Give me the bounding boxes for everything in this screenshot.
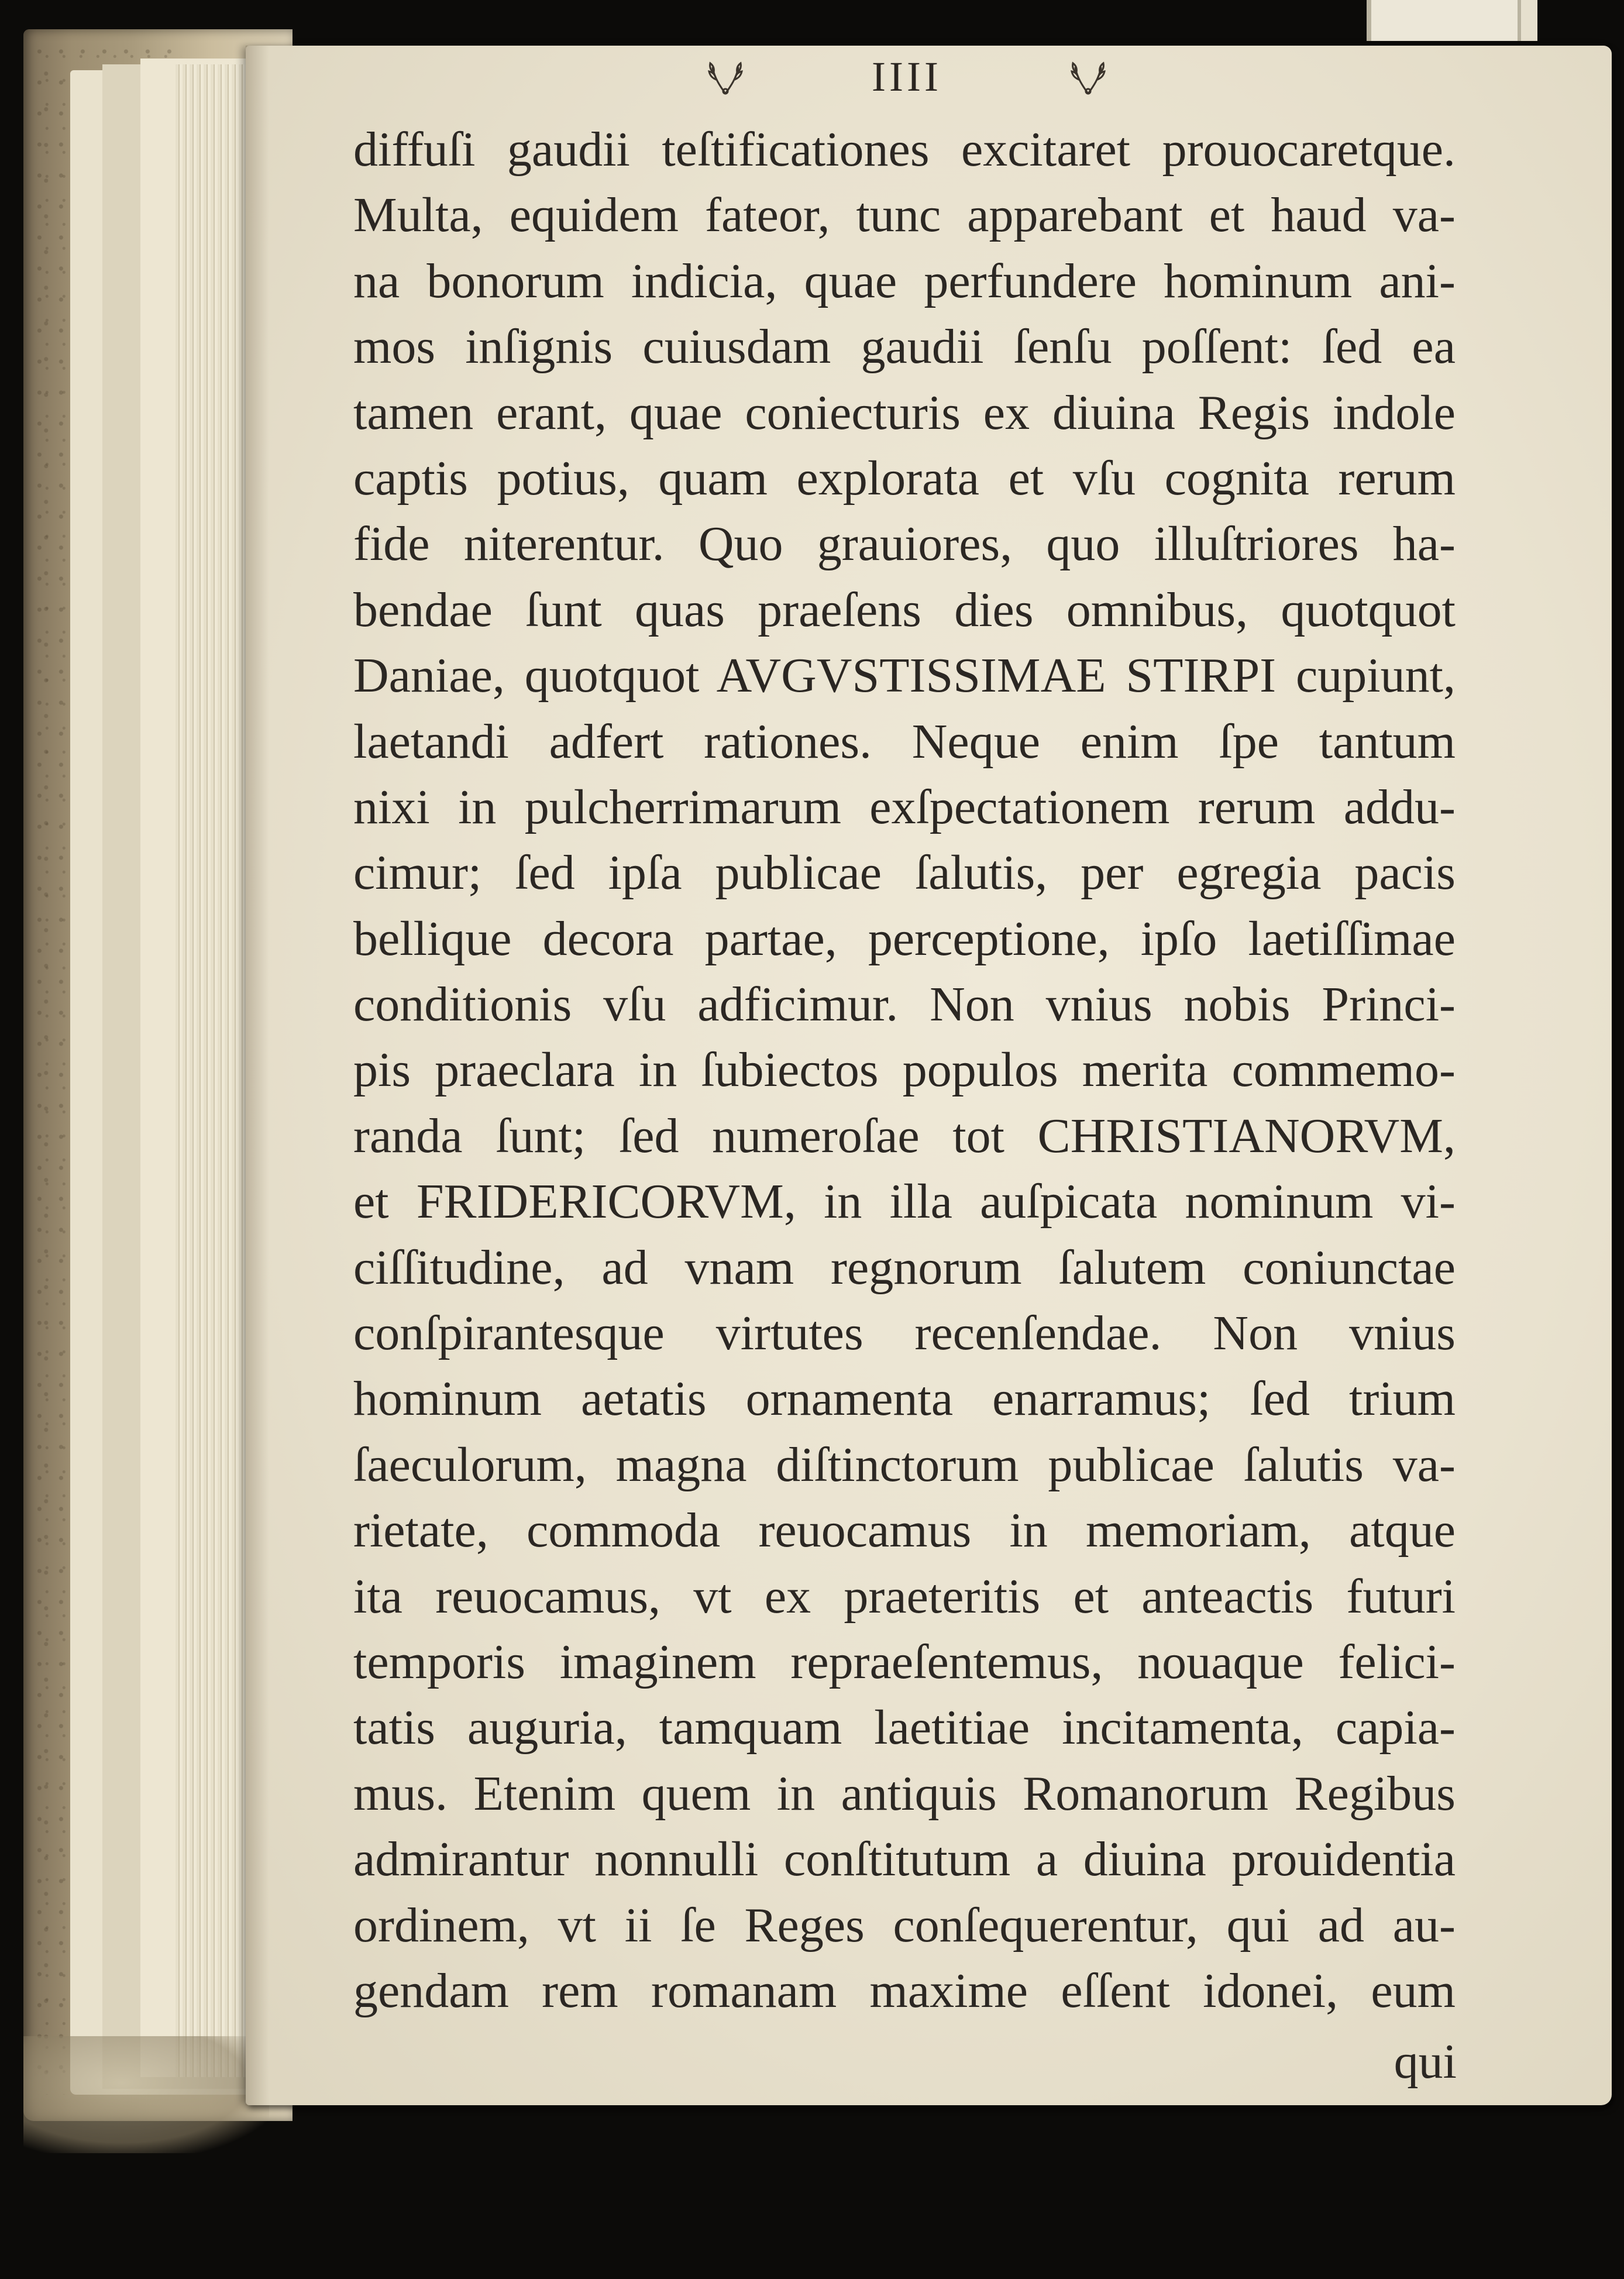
text-line: mos inſignis cuiusdam gaudii ſenſu poſſent: ſed ea [353,319,1456,374]
text-line: mus. Etenim quem in antiquis Romanorum Regibus [353,1766,1456,1821]
text-line: Multa, equidem fateor, tunc apparebant et haud va- [353,188,1456,243]
text-line: pis praeclara in ſubiectos populos merita commemo- [353,1043,1456,1098]
text-line: admirantur nonnulli conſtitutum a diuina prouidentia [353,1832,1456,1887]
bookmark-tab [1367,0,1522,41]
text-line: rietate, commoda reuocamus in memoriam, atque [353,1503,1456,1558]
text-line: ita reuocamus, vt ex praeteritis et anteactis futuri [353,1569,1456,1624]
text-line: fide niterentur. Quo grauiores, quo illuſtriores ha- [353,517,1456,572]
catchword: qui [1394,2034,1457,2089]
bookmark-tab-edge [1521,0,1537,41]
text-line: Daniae, quotquot AVGVSTISSIMAE STIRPI cupiunt, [353,648,1456,703]
text-line: tamen erant, quae coniecturis ex diuina Regis indole [353,385,1456,440]
text-line: laetandi adfert rationes. Neque enim ſpe tantum [353,714,1456,769]
page-gutter-shadow [246,46,269,2105]
text-line: diffuſi gaudii teſtificationes excitaret prouocaretque. [353,122,1456,177]
text-line: conſpirantesque virtutes recenſendae. Non vnius [353,1306,1456,1361]
running-header [702,50,1112,103]
text-line: conditionis vſu adficimur. Non vnius nobis Princi- [353,977,1456,1032]
body-text [353,117,1456,2024]
text-line: bellique decora partae, perceptione, ipſo laetiſſimae [353,911,1456,966]
text-line: ciſſitudine, ad vnam regnorum ſalutem coniunctae [353,1240,1456,1295]
text-line: tatis auguria, tamquam laetitiae incitamenta, capia- [353,1700,1456,1755]
text-line: na bonorum indicia, quae perfundere hominum ani- [353,253,1456,308]
folio-number: IIII [872,53,942,100]
text-line: gendam rem romanam maxime eſſent idonei, eum [353,1963,1456,2018]
page-edge-fan [176,64,246,2077]
text-line: captis potius, quam explorata et vſu cognita rerum [353,451,1456,506]
text-line: nixi in pulcherrimarum exſpectationem rerum addu- [353,779,1456,834]
text-line: randa ſunt; ſed numeroſae tot CHRISTIANORVM, [353,1108,1456,1163]
text-line: bendae ſunt quas praeſens dies omnibus, quotquot [353,582,1456,637]
laurel-ornament-left-icon [702,56,749,97]
text-line: hominum aetatis ornamenta enarramus; ſed trium [353,1371,1456,1426]
laurel-ornament-right-icon [1065,56,1112,97]
text-line: cimur; ſed ipſa publicae ſalutis, per egregia pacis [353,845,1456,900]
text-line: temporis imaginem repraeſentemus, nouaque felici- [353,1634,1456,1689]
text-line: ordinem, vt ii ſe Reges conſequerentur, qui ad au- [353,1898,1456,1953]
text-line: ſaeculorum, magna diſtinctorum publicae ſalutis va- [353,1437,1456,1492]
text-line: et FRIDERICORVM, in illa auſpicata nominum vi- [353,1174,1456,1229]
worn-corner [23,2036,269,2153]
